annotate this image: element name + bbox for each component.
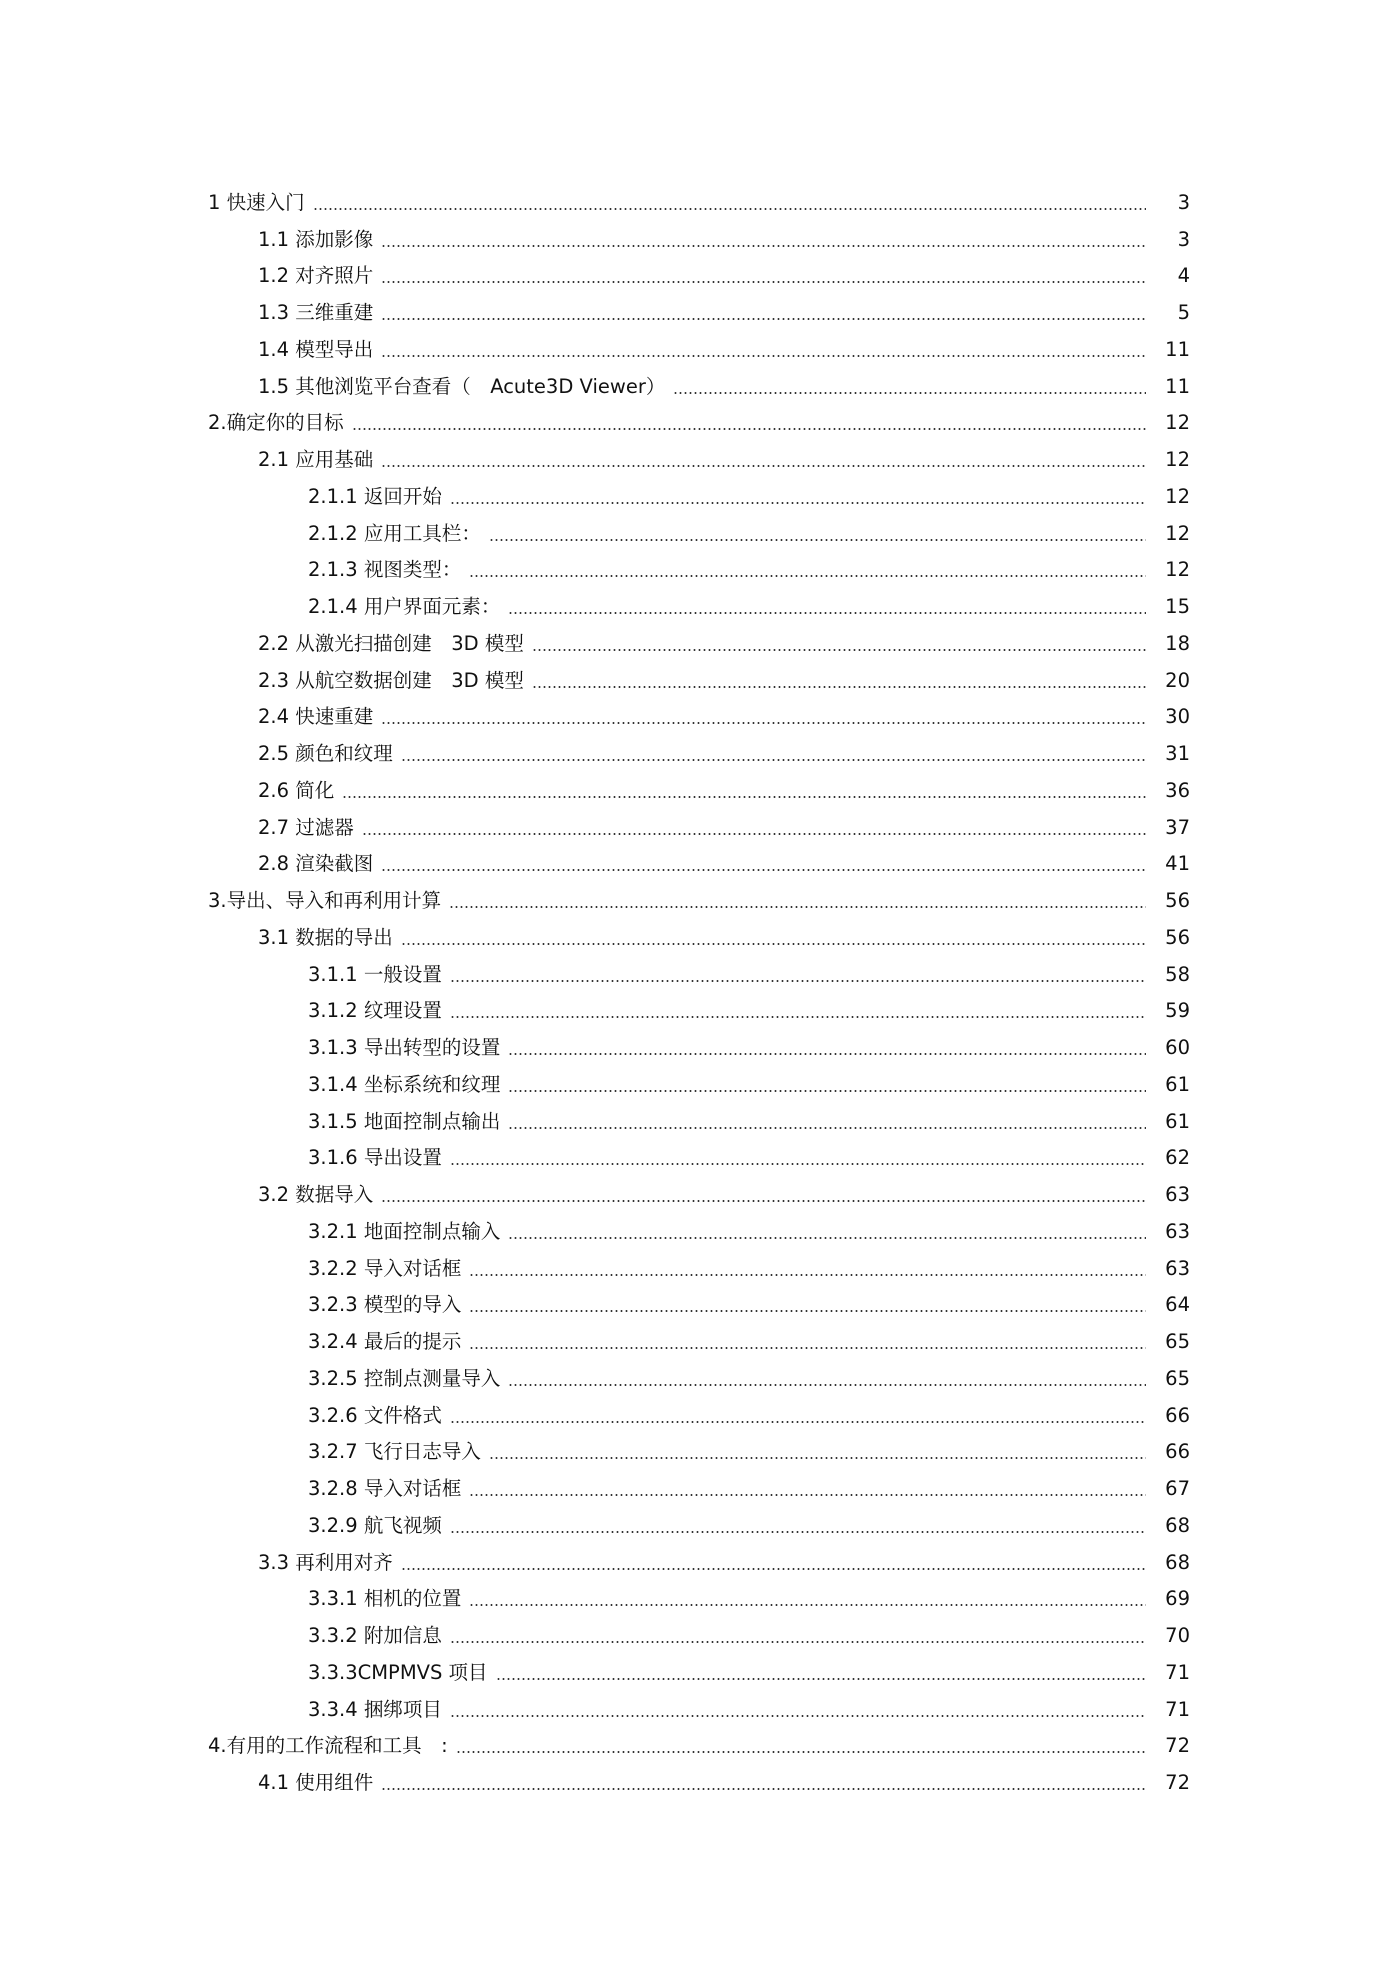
toc-dot-leader	[381, 245, 1146, 247]
toc-entry-label: 3.3 再利用对齐	[258, 1550, 393, 1574]
toc-dot-leader	[381, 722, 1146, 724]
toc-dot-leader	[381, 1788, 1146, 1790]
toc-entry[interactable]	[208, 619, 1190, 656]
toc-entry-page-number: 59	[1165, 999, 1190, 1023]
toc-dot-leader	[508, 1237, 1146, 1239]
toc-entry-page-number: 36	[1165, 778, 1190, 802]
toc-entry-page-number: 63	[1165, 1219, 1190, 1243]
toc-entry[interactable]	[208, 840, 1190, 877]
toc-dot-leader	[381, 355, 1146, 357]
toc-entry-page-number: 12	[1165, 558, 1190, 582]
toc-entry-label: 2.7 过滤器	[258, 815, 354, 839]
toc-entry-label: 3.2.3 模型的导入	[308, 1293, 462, 1317]
toc-entry[interactable]	[208, 546, 1190, 583]
toc-entry[interactable]	[208, 987, 1190, 1024]
toc-entry-label: 3.3.3CMPMVS 项目	[308, 1660, 488, 1684]
toc-dot-leader	[362, 833, 1146, 835]
toc-entry-page-number: 4	[1177, 264, 1190, 288]
toc-entry-label: 3.2 数据导入	[258, 1183, 374, 1206]
toc-entry-page-number: 63	[1165, 1183, 1190, 1206]
toc-entry-label: 2.1.2 应用工具栏：	[308, 521, 481, 545]
toc-entry-label: 2.1.3 视图类型：	[308, 558, 462, 582]
toc-entry-page-number: 3	[1177, 190, 1190, 214]
toc-dot-leader	[508, 612, 1146, 614]
toc-entry[interactable]	[208, 876, 1190, 913]
toc-entry-page-number: 70	[1165, 1624, 1190, 1647]
toc-dot-leader	[508, 1384, 1146, 1386]
toc-entry[interactable]	[208, 1575, 1190, 1612]
toc-entry-label: 2.2 从激光扫描创建 3D 模型	[258, 631, 524, 655]
toc-dot-leader	[469, 1604, 1146, 1606]
toc-entry[interactable]	[208, 1391, 1190, 1428]
toc-entry[interactable]	[208, 1134, 1190, 1171]
toc-dot-leader	[508, 1127, 1146, 1129]
toc-entry-page-number: 67	[1165, 1477, 1190, 1500]
toc-dot-leader	[469, 1274, 1146, 1276]
toc-entry-page-number: 12	[1165, 448, 1190, 471]
toc-entry[interactable]	[208, 472, 1190, 509]
toc-entry-label: 2.1.1 返回开始	[308, 484, 442, 508]
toc-dot-leader	[381, 281, 1146, 283]
toc-entry-page-number: 65	[1165, 1330, 1190, 1353]
toc-entry[interactable]	[208, 178, 1190, 215]
toc-dot-leader	[381, 1200, 1146, 1202]
toc-entry-page-number: 63	[1165, 1256, 1190, 1280]
toc-entry[interactable]	[208, 1023, 1190, 1060]
toc-entry-label: 1.5 其他浏览平台查看（ Acute3D Viewer）	[258, 374, 666, 398]
toc-entry-page-number: 62	[1165, 1146, 1190, 1170]
toc-dot-leader	[489, 1457, 1146, 1459]
toc-entry-label: 3.3.4 捆绑项目	[308, 1697, 442, 1721]
toc-entry-page-number: 56	[1165, 889, 1190, 912]
toc-entry[interactable]	[208, 1685, 1190, 1722]
toc-entry-page-number: 58	[1165, 962, 1190, 986]
toc-entry-page-number: 71	[1165, 1697, 1190, 1721]
toc-dot-leader	[313, 208, 1146, 210]
toc-entry[interactable]	[208, 362, 1190, 399]
toc-entry[interactable]	[208, 1464, 1190, 1501]
toc-entry[interactable]	[208, 1354, 1190, 1391]
toc-entry-label: 4.有用的工作流程和工具 :	[208, 1734, 448, 1758]
toc-entry-label: 3.2.5 控制点测量导入	[308, 1366, 501, 1390]
toc-dot-leader	[449, 906, 1146, 908]
toc-entry[interactable]	[208, 1428, 1190, 1465]
toc-entry-label: 3.1.2 纹理设置	[308, 999, 442, 1023]
toc-entry[interactable]	[208, 693, 1190, 730]
toc-dot-leader	[508, 1090, 1146, 1092]
table-of-contents	[208, 178, 1190, 1795]
toc-dot-leader	[381, 318, 1146, 320]
toc-entry-label: 3.1 数据的导出	[258, 925, 393, 949]
toc-entry-page-number: 41	[1165, 852, 1190, 876]
toc-entry[interactable]	[208, 1097, 1190, 1134]
toc-entry[interactable]	[208, 803, 1190, 840]
toc-entry[interactable]	[208, 1244, 1190, 1281]
toc-dot-leader	[532, 649, 1146, 651]
toc-dot-leader	[450, 1715, 1146, 1717]
toc-dot-leader	[450, 980, 1146, 982]
toc-entry-label: 2.8 渲染截图	[258, 852, 374, 876]
toc-dot-leader	[450, 1531, 1146, 1533]
toc-entry[interactable]	[208, 1207, 1190, 1244]
toc-entry-label: 1.3 三维重建	[258, 301, 374, 324]
toc-entry-page-number: 12	[1165, 484, 1190, 508]
toc-entry-label: 1.1 添加影像	[258, 227, 374, 251]
toc-dot-leader	[489, 539, 1146, 541]
toc-dot-leader	[469, 1347, 1146, 1349]
toc-entry[interactable]	[208, 1722, 1190, 1759]
toc-entry-label: 3.导出、导入和再利用计算	[208, 889, 442, 912]
toc-entry[interactable]	[208, 215, 1190, 252]
toc-entry-page-number: 18	[1165, 631, 1190, 655]
toc-entry-page-number: 11	[1165, 337, 1190, 361]
toc-entry[interactable]	[208, 1611, 1190, 1648]
toc-dot-leader	[450, 1641, 1146, 1643]
toc-entry-label: 2.6 简化	[258, 778, 335, 802]
toc-entry-page-number: 12	[1165, 411, 1190, 435]
toc-entry[interactable]	[208, 1170, 1190, 1207]
toc-entry-page-number: 64	[1165, 1293, 1190, 1317]
toc-entry-label: 3.3.1 相机的位置	[308, 1587, 462, 1611]
toc-entry-page-number: 72	[1165, 1771, 1190, 1794]
toc-dot-leader	[532, 686, 1146, 688]
toc-entry[interactable]	[208, 582, 1190, 619]
toc-entry-label: 2.5 颜色和纹理	[258, 742, 393, 765]
toc-entry[interactable]	[208, 1060, 1190, 1097]
toc-dot-leader	[450, 1421, 1146, 1423]
toc-entry[interactable]	[208, 399, 1190, 436]
toc-entry-page-number: 65	[1165, 1366, 1190, 1390]
toc-entry[interactable]	[208, 913, 1190, 950]
toc-dot-leader	[450, 1163, 1146, 1165]
toc-entry-page-number: 3	[1177, 227, 1190, 251]
toc-entry-page-number: 66	[1165, 1403, 1190, 1427]
toc-entry[interactable]	[208, 325, 1190, 362]
toc-entry[interactable]	[208, 1758, 1190, 1795]
toc-entry-page-number: 30	[1165, 705, 1190, 729]
toc-entry-page-number: 60	[1165, 1036, 1190, 1059]
toc-entry-label: 3.2.6 文件格式	[308, 1403, 442, 1427]
toc-entry-page-number: 72	[1165, 1734, 1190, 1758]
toc-dot-leader	[401, 759, 1146, 761]
toc-entry[interactable]	[208, 509, 1190, 546]
toc-entry-page-number: 61	[1165, 1109, 1190, 1133]
toc-dot-leader	[352, 428, 1146, 430]
toc-entry-label: 3.1.3 导出转型的设置	[308, 1036, 501, 1059]
toc-entry[interactable]	[208, 729, 1190, 766]
toc-entry-page-number: 37	[1165, 815, 1190, 839]
toc-dot-leader	[673, 392, 1146, 394]
toc-entry-page-number: 68	[1165, 1550, 1190, 1574]
toc-entry[interactable]	[208, 950, 1190, 987]
toc-dot-leader	[342, 796, 1146, 798]
toc-entry-label: 2.确定你的目标	[208, 411, 344, 435]
toc-entry[interactable]	[208, 288, 1190, 325]
toc-entry-label: 2.1 应用基础	[258, 448, 374, 471]
toc-entry-page-number: 11	[1165, 374, 1190, 398]
toc-entry-label: 4.1 使用组件	[258, 1771, 374, 1794]
toc-entry-label: 1 快速入门	[208, 190, 305, 214]
toc-entry-label: 3.1.1 一般设置	[308, 962, 442, 986]
toc-entry-page-number: 15	[1165, 595, 1190, 618]
toc-entry-page-number: 12	[1165, 521, 1190, 545]
toc-entry-label: 3.2.8 导入对话框	[308, 1477, 462, 1500]
toc-dot-leader	[469, 1310, 1146, 1312]
toc-entry-label: 3.2.4 最后的提示	[308, 1330, 462, 1353]
toc-entry-label: 2.3 从航空数据创建 3D 模型	[258, 668, 524, 692]
toc-dot-leader	[508, 1053, 1146, 1055]
toc-entry[interactable]	[208, 766, 1190, 803]
toc-entry-label: 2.4 快速重建	[258, 705, 374, 729]
toc-entry[interactable]	[208, 1317, 1190, 1354]
toc-entry-label: 3.2.2 导入对话框	[308, 1256, 462, 1280]
toc-entry[interactable]	[208, 656, 1190, 693]
toc-entry-page-number: 69	[1165, 1587, 1190, 1611]
toc-entry-label: 3.3.2 附加信息	[308, 1624, 442, 1647]
toc-dot-leader	[381, 465, 1146, 467]
toc-entry-label: 3.2.7 飞行日志导入	[308, 1440, 481, 1464]
toc-entry-label: 3.1.4 坐标系统和纹理	[308, 1072, 501, 1096]
toc-dot-leader	[401, 1568, 1146, 1570]
toc-entry-label: 1.4 模型导出	[258, 337, 374, 361]
toc-entry-label: 1.2 对齐照片	[258, 264, 374, 288]
toc-dot-leader	[381, 869, 1146, 871]
toc-entry-label: 3.2.1 地面控制点输入	[308, 1219, 501, 1243]
toc-entry-page-number: 66	[1165, 1440, 1190, 1464]
toc-entry[interactable]	[208, 1281, 1190, 1318]
toc-dot-leader	[469, 575, 1146, 577]
toc-dot-leader	[450, 1016, 1146, 1018]
toc-entry[interactable]	[208, 252, 1190, 289]
toc-dot-leader	[456, 1751, 1146, 1753]
toc-entry[interactable]	[208, 1648, 1190, 1685]
toc-entry-page-number: 56	[1165, 925, 1190, 949]
toc-entry-label: 3.2.9 航飞视频	[308, 1513, 442, 1537]
toc-entry-label: 3.1.5 地面控制点输出	[308, 1109, 501, 1133]
toc-dot-leader	[450, 502, 1146, 504]
toc-dot-leader	[496, 1678, 1146, 1680]
toc-entry-page-number: 31	[1165, 742, 1190, 765]
toc-dot-leader	[469, 1494, 1146, 1496]
toc-entry[interactable]	[208, 1538, 1190, 1575]
toc-entry-label: 3.1.6 导出设置	[308, 1146, 442, 1170]
toc-entry[interactable]	[208, 1501, 1190, 1538]
toc-entry-page-number: 20	[1165, 668, 1190, 692]
toc-entry-page-number: 5	[1177, 301, 1190, 324]
toc-entry-page-number: 68	[1165, 1513, 1190, 1537]
toc-entry-label: 2.1.4 用户界面元素：	[308, 595, 501, 618]
toc-dot-leader	[401, 943, 1146, 945]
toc-entry[interactable]	[208, 435, 1190, 472]
toc-entry-page-number: 61	[1165, 1072, 1190, 1096]
toc-entry-page-number: 71	[1165, 1660, 1190, 1684]
